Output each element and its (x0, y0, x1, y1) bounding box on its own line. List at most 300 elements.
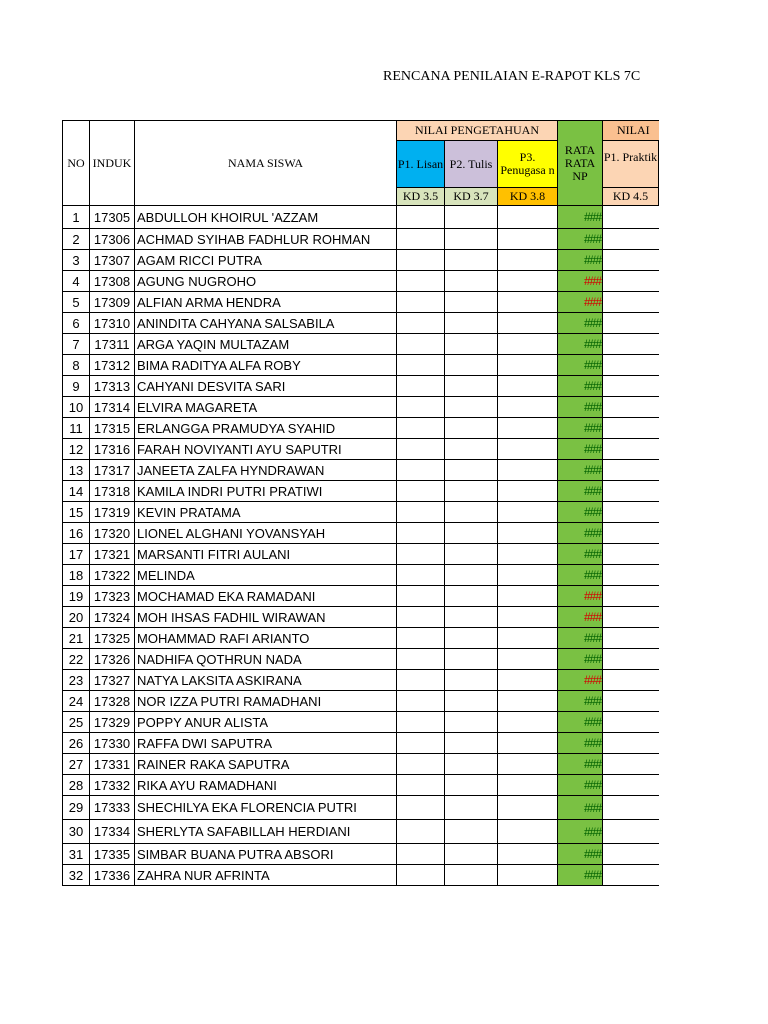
cell-p2-tulis[interactable] (445, 712, 498, 733)
table-row (63, 586, 659, 607)
cell-p1-lisan[interactable] (397, 460, 445, 481)
cell-p2-tulis[interactable] (445, 775, 498, 796)
cell-nama-siswa[interactable]: ELVIRA MAGARETA (135, 397, 397, 418)
cell-no[interactable]: 7 (63, 334, 90, 355)
cell-rata-rata-np[interactable]: ### (558, 544, 603, 565)
cell-p1-lisan[interactable] (397, 670, 445, 691)
cell-p1-praktik[interactable] (603, 820, 659, 844)
table-row (63, 376, 659, 397)
cell-p1-praktik[interactable] (603, 439, 659, 460)
cell-p1-lisan[interactable] (397, 292, 445, 313)
table-row (63, 649, 659, 670)
header-kd-4-5[interactable]: KD 4.5 (603, 188, 659, 206)
cell-p2-tulis[interactable] (445, 229, 498, 250)
cell-rata-rata-np[interactable]: ### (558, 355, 603, 376)
cell-nama-siswa[interactable]: MARSANTI FITRI AULANI (135, 544, 397, 565)
cell-rata-rata-np[interactable]: ### (558, 481, 603, 502)
cell-p1-lisan[interactable] (397, 754, 445, 775)
cell-p1-praktik[interactable] (603, 649, 659, 670)
cell-p1-praktik[interactable] (603, 250, 659, 271)
cell-p2-tulis[interactable] (445, 649, 498, 670)
cell-nama-siswa[interactable]: ACHMAD SYIHAB FADHLUR ROHMAN (135, 229, 397, 250)
cell-no[interactable]: 4 (63, 271, 90, 292)
cell-induk[interactable]: 17309 (90, 292, 135, 313)
cell-rata-rata-np[interactable]: ### (558, 865, 603, 886)
cell-p1-lisan[interactable] (397, 250, 445, 271)
cell-rata-rata-np[interactable]: ### (558, 712, 603, 733)
cell-nama-siswa[interactable]: CAHYANI DESVITA SARI (135, 376, 397, 397)
cell-nama-siswa[interactable]: NATYA LAKSITA ASKIRANA (135, 670, 397, 691)
cell-nama-siswa[interactable]: NADHIFA QOTHRUN NADA (135, 649, 397, 670)
cell-p1-lisan[interactable] (397, 544, 445, 565)
cell-induk[interactable]: 17315 (90, 418, 135, 439)
cell-rata-rata-np[interactable]: ### (558, 271, 603, 292)
cell-p1-lisan[interactable] (397, 586, 445, 607)
cell-p1-praktik[interactable] (603, 628, 659, 649)
cell-p3-penugasan[interactable] (498, 649, 558, 670)
cell-p3-penugasan[interactable] (498, 844, 558, 865)
cell-induk[interactable]: 17317 (90, 460, 135, 481)
cell-nama-siswa[interactable]: POPPY ANUR ALISTA (135, 712, 397, 733)
cell-rata-rata-np[interactable]: ### (558, 607, 603, 628)
cell-nama-siswa[interactable]: ABDULLOH KHOIRUL 'AZZAM (135, 206, 397, 229)
cell-no[interactable]: 29 (63, 796, 90, 820)
cell-p1-praktik[interactable] (603, 418, 659, 439)
table-row (63, 334, 659, 355)
cell-p2-tulis[interactable] (445, 439, 498, 460)
table-row (63, 271, 659, 292)
cell-rata-rata-np[interactable]: ### (558, 820, 603, 844)
cell-no[interactable]: 13 (63, 460, 90, 481)
cell-p2-tulis[interactable] (445, 418, 498, 439)
cell-nama-siswa[interactable]: JANEETA ZALFA HYNDRAWAN (135, 460, 397, 481)
cell-p3-penugasan[interactable] (498, 691, 558, 712)
cell-no[interactable]: 23 (63, 670, 90, 691)
cell-induk[interactable]: 17332 (90, 775, 135, 796)
cell-nama-siswa[interactable]: RAFFA DWI SAPUTRA (135, 733, 397, 754)
table-row (63, 844, 659, 865)
cell-induk[interactable]: 17305 (90, 206, 135, 229)
cell-induk[interactable]: 17314 (90, 397, 135, 418)
cell-rata-rata-np[interactable]: ### (558, 313, 603, 334)
cell-induk[interactable]: 17333 (90, 796, 135, 820)
cell-no[interactable]: 17 (63, 544, 90, 565)
cell-no[interactable]: 14 (63, 481, 90, 502)
cell-induk[interactable]: 17313 (90, 376, 135, 397)
table-row (63, 565, 659, 586)
cell-rata-rata-np[interactable]: ### (558, 229, 603, 250)
cell-nama-siswa[interactable]: ALFIAN ARMA HENDRA (135, 292, 397, 313)
cell-no[interactable]: 31 (63, 844, 90, 865)
cell-no[interactable]: 20 (63, 607, 90, 628)
cell-p1-praktik[interactable] (603, 844, 659, 865)
cell-nama-siswa[interactable]: MOHAMMAD RAFI ARIANTO (135, 628, 397, 649)
cell-p3-penugasan[interactable] (498, 523, 558, 544)
cell-p3-penugasan[interactable] (498, 586, 558, 607)
cell-p3-penugasan[interactable] (498, 607, 558, 628)
cell-induk[interactable]: 17336 (90, 865, 135, 886)
cell-p1-praktik[interactable] (603, 397, 659, 418)
cell-induk[interactable]: 17319 (90, 502, 135, 523)
page-title: RENCANA PENILAIAN E-RAPOT KLS 7C (383, 69, 641, 84)
cell-p2-tulis[interactable] (445, 670, 498, 691)
cell-p1-lisan[interactable] (397, 691, 445, 712)
cell-p3-penugasan[interactable] (498, 334, 558, 355)
cell-nama-siswa[interactable]: SIMBAR BUANA PUTRA ABSORI (135, 844, 397, 865)
cell-rata-rata-np[interactable]: ### (558, 439, 603, 460)
cell-p2-tulis[interactable] (445, 523, 498, 544)
cell-induk[interactable]: 17327 (90, 670, 135, 691)
cell-p2-tulis[interactable] (445, 628, 498, 649)
cell-p3-penugasan[interactable] (498, 820, 558, 844)
cell-induk[interactable]: 17316 (90, 439, 135, 460)
table-row (63, 313, 659, 334)
cell-p2-tulis[interactable] (445, 397, 498, 418)
header-kd-3-8[interactable]: KD 3.8 (498, 188, 558, 206)
cell-no[interactable]: 3 (63, 250, 90, 271)
cell-p2-tulis[interactable] (445, 460, 498, 481)
cell-p1-praktik[interactable] (603, 206, 659, 229)
table-row (63, 250, 659, 271)
cell-no[interactable]: 12 (63, 439, 90, 460)
cell-p3-penugasan[interactable] (498, 292, 558, 313)
cell-p1-lisan[interactable] (397, 649, 445, 670)
cell-p1-praktik[interactable] (603, 712, 659, 733)
cell-p3-penugasan[interactable] (498, 397, 558, 418)
cell-rata-rata-np[interactable]: ### (558, 523, 603, 544)
cell-nama-siswa[interactable]: ARGA YAQIN MULTAZAM (135, 334, 397, 355)
header-nilai-pengetahuan[interactable]: NILAI PENGETAHUAN (397, 121, 558, 141)
cell-induk[interactable]: 17331 (90, 754, 135, 775)
cell-p2-tulis[interactable] (445, 206, 498, 229)
cell-p2-tulis[interactable] (445, 250, 498, 271)
cell-induk[interactable]: 17308 (90, 271, 135, 292)
cell-p1-praktik[interactable] (603, 565, 659, 586)
cell-p2-tulis[interactable] (445, 334, 498, 355)
cell-induk[interactable]: 17318 (90, 481, 135, 502)
cell-p1-praktik[interactable] (603, 775, 659, 796)
cell-induk[interactable]: 17310 (90, 313, 135, 334)
cell-p1-praktik[interactable] (603, 691, 659, 712)
cell-rata-rata-np[interactable]: ### (558, 292, 603, 313)
cell-p2-tulis[interactable] (445, 691, 498, 712)
table-row (63, 355, 659, 376)
cell-p3-penugasan[interactable] (498, 628, 558, 649)
cell-rata-rata-np[interactable]: ### (558, 796, 603, 820)
cell-p3-penugasan[interactable] (498, 481, 558, 502)
cell-p1-praktik[interactable] (603, 733, 659, 754)
cell-rata-rata-np[interactable]: ### (558, 418, 603, 439)
cell-p1-praktik[interactable] (603, 229, 659, 250)
cell-induk[interactable]: 17323 (90, 586, 135, 607)
cell-rata-rata-np[interactable]: ### (558, 754, 603, 775)
cell-no[interactable]: 26 (63, 733, 90, 754)
cell-nama-siswa[interactable]: KEVIN PRATAMA (135, 502, 397, 523)
cell-p2-tulis[interactable] (445, 355, 498, 376)
cell-no[interactable]: 10 (63, 397, 90, 418)
cell-no[interactable]: 22 (63, 649, 90, 670)
cell-p1-praktik[interactable] (603, 481, 659, 502)
cell-no[interactable]: 1 (63, 206, 90, 229)
cell-p1-praktik[interactable] (603, 313, 659, 334)
cell-nama-siswa[interactable]: AGAM RICCI PUTRA (135, 250, 397, 271)
cell-p3-penugasan[interactable] (498, 313, 558, 334)
cell-p1-praktik[interactable] (603, 586, 659, 607)
cell-p2-tulis[interactable] (445, 481, 498, 502)
cell-p1-lisan[interactable] (397, 628, 445, 649)
cell-induk[interactable]: 17330 (90, 733, 135, 754)
cell-p1-praktik[interactable] (603, 334, 659, 355)
cell-p1-lisan[interactable] (397, 206, 445, 229)
cell-p1-lisan[interactable] (397, 796, 445, 820)
table-row (63, 775, 659, 796)
cell-rata-rata-np[interactable]: ### (558, 775, 603, 796)
cell-p1-lisan[interactable] (397, 313, 445, 334)
cell-rata-rata-np[interactable]: ### (558, 628, 603, 649)
table-row (63, 418, 659, 439)
cell-nama-siswa[interactable]: NOR IZZA PUTRI RAMADHANI (135, 691, 397, 712)
cell-induk[interactable]: 17311 (90, 334, 135, 355)
header-nama-siswa[interactable]: NAMA SISWA (135, 121, 397, 206)
header-kd-3-5[interactable]: KD 3.5 (397, 188, 445, 206)
table-row (63, 607, 659, 628)
cell-p2-tulis[interactable] (445, 733, 498, 754)
cell-no[interactable]: 19 (63, 586, 90, 607)
cell-rata-rata-np[interactable]: ### (558, 670, 603, 691)
cell-p2-tulis[interactable] (445, 607, 498, 628)
cell-induk[interactable]: 17306 (90, 229, 135, 250)
cell-no[interactable]: 21 (63, 628, 90, 649)
cell-p1-lisan[interactable] (397, 607, 445, 628)
table-row (63, 628, 659, 649)
cell-p1-praktik[interactable] (603, 271, 659, 292)
cell-nama-siswa[interactable]: FARAH NOVIYANTI AYU SAPUTRI (135, 439, 397, 460)
cell-nama-siswa[interactable]: SHECHILYA EKA FLORENCIA PUTRI (135, 796, 397, 820)
cell-p2-tulis[interactable] (445, 565, 498, 586)
cell-p3-penugasan[interactable] (498, 565, 558, 586)
header-p1-lisan[interactable]: P1. Lisan (397, 141, 445, 188)
cell-p1-lisan[interactable] (397, 229, 445, 250)
cell-p2-tulis[interactable] (445, 376, 498, 397)
table-row (63, 712, 659, 733)
cell-p1-praktik[interactable] (603, 796, 659, 820)
cell-p2-tulis[interactable] (445, 796, 498, 820)
cell-no[interactable]: 32 (63, 865, 90, 886)
table-row (63, 481, 659, 502)
cell-no[interactable]: 6 (63, 313, 90, 334)
cell-p3-penugasan[interactable] (498, 754, 558, 775)
cell-induk[interactable]: 17324 (90, 607, 135, 628)
cell-p1-praktik[interactable] (603, 355, 659, 376)
cell-p1-lisan[interactable] (397, 502, 445, 523)
cell-rata-rata-np[interactable]: ### (558, 397, 603, 418)
cell-p1-praktik[interactable] (603, 292, 659, 313)
cell-p1-lisan[interactable] (397, 397, 445, 418)
cell-induk[interactable]: 17322 (90, 565, 135, 586)
cell-rata-rata-np[interactable]: ### (558, 460, 603, 481)
cell-nama-siswa[interactable]: AGUNG NUGROHO (135, 271, 397, 292)
cell-p3-penugasan[interactable] (498, 544, 558, 565)
cell-nama-siswa[interactable]: ERLANGGA PRAMUDYA SYAHID (135, 418, 397, 439)
cell-p1-lisan[interactable] (397, 355, 445, 376)
header-kd-3-7[interactable]: KD 3.7 (445, 188, 498, 206)
cell-no[interactable]: 15 (63, 502, 90, 523)
cell-nama-siswa[interactable]: LIONEL ALGHANI YOVANSYAH (135, 523, 397, 544)
cell-p3-penugasan[interactable] (498, 796, 558, 820)
cell-induk[interactable]: 17334 (90, 820, 135, 844)
header-p3-penugasan[interactable]: P3. Penugasa n (498, 141, 558, 188)
table-row (63, 460, 659, 481)
cell-induk[interactable]: 17329 (90, 712, 135, 733)
cell-p1-praktik[interactable] (603, 460, 659, 481)
cell-rata-rata-np[interactable]: ### (558, 376, 603, 397)
cell-p3-penugasan[interactable] (498, 376, 558, 397)
cell-nama-siswa[interactable]: ZAHRA NUR AFRINTA (135, 865, 397, 886)
cell-p2-tulis[interactable] (445, 271, 498, 292)
cell-nama-siswa[interactable]: KAMILA INDRI PUTRI PRATIWI (135, 481, 397, 502)
table-row (63, 523, 659, 544)
cell-p3-penugasan[interactable] (498, 775, 558, 796)
cell-p1-lisan[interactable] (397, 775, 445, 796)
cell-rata-rata-np[interactable]: ### (558, 844, 603, 865)
cell-nama-siswa[interactable]: MELINDA (135, 565, 397, 586)
cell-rata-rata-np[interactable]: ### (558, 334, 603, 355)
table-row (63, 820, 659, 844)
cell-no[interactable]: 30 (63, 820, 90, 844)
table-row (63, 229, 659, 250)
cell-induk[interactable]: 17325 (90, 628, 135, 649)
cell-no[interactable]: 11 (63, 418, 90, 439)
header-no[interactable]: NO (63, 121, 90, 206)
cell-p1-praktik[interactable] (603, 865, 659, 886)
cell-p3-penugasan[interactable] (498, 206, 558, 229)
cell-p2-tulis[interactable] (445, 586, 498, 607)
cell-p3-penugasan[interactable] (498, 733, 558, 754)
cell-induk[interactable]: 17326 (90, 649, 135, 670)
cell-nama-siswa[interactable]: RIKA AYU RAMADHANI (135, 775, 397, 796)
table-row (63, 691, 659, 712)
cell-p2-tulis[interactable] (445, 754, 498, 775)
cell-p1-lisan[interactable] (397, 820, 445, 844)
cell-p1-praktik[interactable] (603, 670, 659, 691)
cell-nama-siswa[interactable]: SHERLYTA SAFABILLAH HERDIANI (135, 820, 397, 844)
cell-no[interactable]: 28 (63, 775, 90, 796)
cell-p1-praktik[interactable] (603, 544, 659, 565)
cell-rata-rata-np[interactable]: ### (558, 250, 603, 271)
cell-p2-tulis[interactable] (445, 544, 498, 565)
cell-p2-tulis[interactable] (445, 502, 498, 523)
cell-p1-lisan[interactable] (397, 334, 445, 355)
cell-induk[interactable]: 17335 (90, 844, 135, 865)
cell-rata-rata-np[interactable]: ### (558, 502, 603, 523)
cell-p1-lisan[interactable] (397, 844, 445, 865)
cell-p1-lisan[interactable] (397, 439, 445, 460)
header-nilai-keterampilan[interactable]: NILAI (603, 121, 659, 141)
cell-p1-praktik[interactable] (603, 523, 659, 544)
cell-no[interactable]: 8 (63, 355, 90, 376)
cell-induk[interactable]: 17307 (90, 250, 135, 271)
cell-no[interactable]: 24 (63, 691, 90, 712)
cell-p3-penugasan[interactable] (498, 250, 558, 271)
cell-p3-penugasan[interactable] (498, 355, 558, 376)
cell-p2-tulis[interactable] (445, 820, 498, 844)
cell-nama-siswa[interactable]: RAINER RAKA SAPUTRA (135, 754, 397, 775)
cell-p1-lisan[interactable] (397, 418, 445, 439)
cell-p1-lisan[interactable] (397, 712, 445, 733)
table-row (63, 397, 659, 418)
cell-p3-penugasan[interactable] (498, 418, 558, 439)
cell-p1-lisan[interactable] (397, 481, 445, 502)
table-row (63, 502, 659, 523)
cell-p1-praktik[interactable] (603, 607, 659, 628)
cell-p3-penugasan[interactable] (498, 271, 558, 292)
cell-induk[interactable]: 17320 (90, 523, 135, 544)
header-rata-rata-np[interactable]: RATA RATA NP (558, 121, 603, 206)
cell-p2-tulis[interactable] (445, 844, 498, 865)
cell-p2-tulis[interactable] (445, 313, 498, 334)
cell-p3-penugasan[interactable] (498, 670, 558, 691)
cell-induk[interactable]: 17328 (90, 691, 135, 712)
table-row (63, 754, 659, 775)
cell-p3-penugasan[interactable] (498, 502, 558, 523)
cell-no[interactable]: 18 (63, 565, 90, 586)
cell-p1-lisan[interactable] (397, 565, 445, 586)
cell-p1-lisan[interactable] (397, 523, 445, 544)
cell-p3-penugasan[interactable] (498, 439, 558, 460)
cell-no[interactable]: 2 (63, 229, 90, 250)
cell-p3-penugasan[interactable] (498, 712, 558, 733)
header-induk[interactable]: INDUK (90, 121, 135, 206)
cell-nama-siswa[interactable]: MOH IHSAS FADHIL WIRAWAN (135, 607, 397, 628)
cell-no[interactable]: 16 (63, 523, 90, 544)
cell-p3-penugasan[interactable] (498, 865, 558, 886)
cell-p2-tulis[interactable] (445, 865, 498, 886)
cell-p1-praktik[interactable] (603, 754, 659, 775)
cell-p1-praktik[interactable] (603, 376, 659, 397)
cell-rata-rata-np[interactable]: ### (558, 733, 603, 754)
table-row (63, 544, 659, 565)
table-row (63, 292, 659, 313)
cell-p1-lisan[interactable] (397, 865, 445, 886)
header-p1-praktik[interactable]: P1. Praktik (603, 141, 659, 188)
cell-p1-lisan[interactable] (397, 376, 445, 397)
table-row (63, 206, 659, 229)
cell-p1-lisan[interactable] (397, 271, 445, 292)
cell-no[interactable]: 9 (63, 376, 90, 397)
cell-rata-rata-np[interactable]: ### (558, 691, 603, 712)
cell-p3-penugasan[interactable] (498, 460, 558, 481)
cell-p1-praktik[interactable] (603, 502, 659, 523)
cell-no[interactable]: 25 (63, 712, 90, 733)
cell-rata-rata-np[interactable]: ### (558, 565, 603, 586)
cell-nama-siswa[interactable]: BIMA RADITYA ALFA ROBY (135, 355, 397, 376)
cell-p1-lisan[interactable] (397, 733, 445, 754)
cell-induk[interactable]: 17321 (90, 544, 135, 565)
cell-rata-rata-np[interactable]: ### (558, 586, 603, 607)
cell-no[interactable]: 5 (63, 292, 90, 313)
cell-p3-penugasan[interactable] (498, 229, 558, 250)
header-p2-tulis[interactable]: P2. Tulis (445, 141, 498, 188)
table-row (63, 670, 659, 691)
cell-nama-siswa[interactable]: MOCHAMAD EKA RAMADANI (135, 586, 397, 607)
cell-rata-rata-np[interactable]: ### (558, 649, 603, 670)
cell-nama-siswa[interactable]: ANINDITA CAHYANA SALSABILA (135, 313, 397, 334)
cell-no[interactable]: 27 (63, 754, 90, 775)
cell-induk[interactable]: 17312 (90, 355, 135, 376)
cell-p2-tulis[interactable] (445, 292, 498, 313)
table-row (63, 733, 659, 754)
cell-rata-rata-np[interactable]: ### (558, 206, 603, 229)
